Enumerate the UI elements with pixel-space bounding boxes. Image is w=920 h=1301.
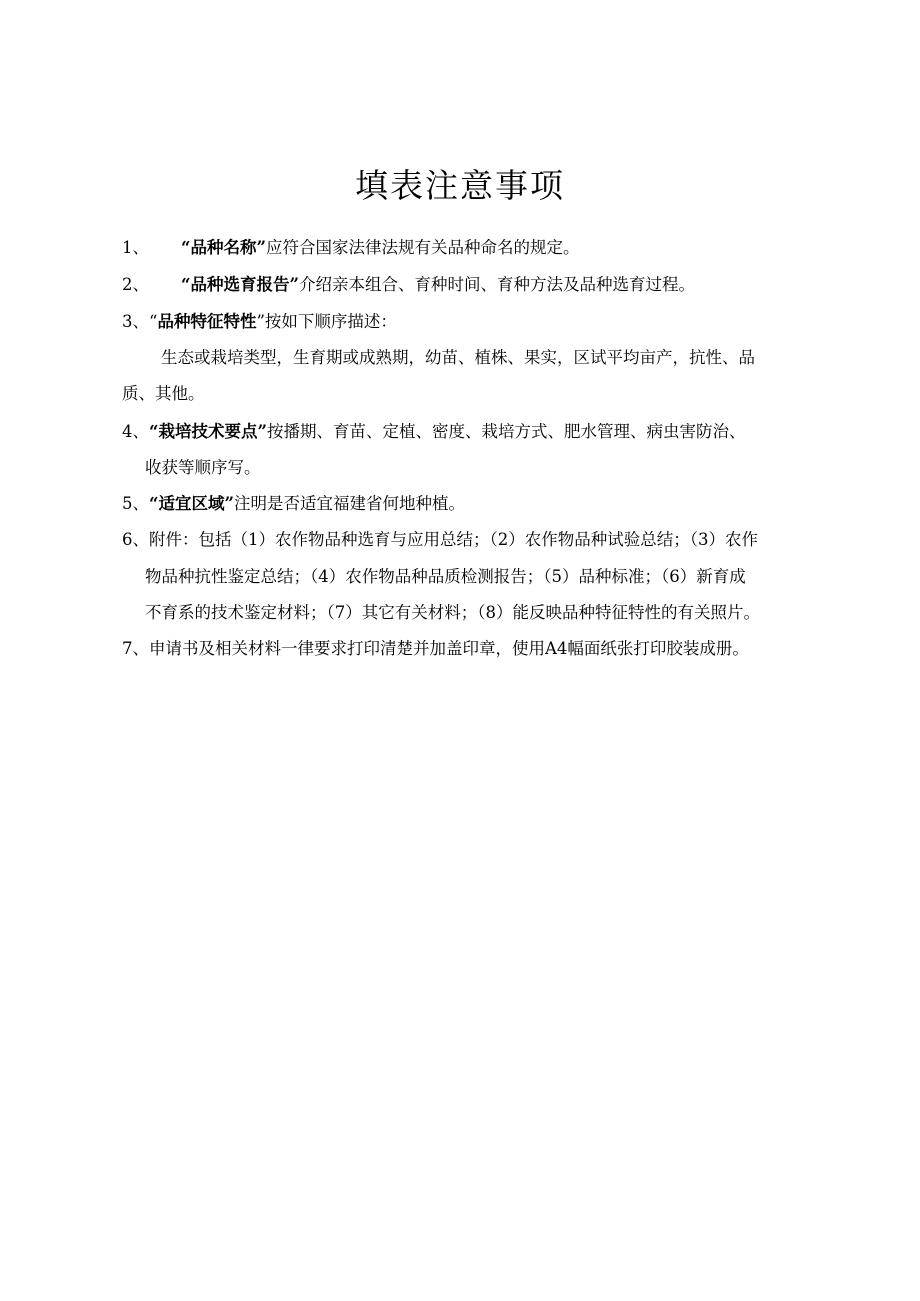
item-quote-open: “ xyxy=(149,312,158,331)
note-item-6-cont-1: 物品种抗性鉴定总结；（4）农作物品种品质检测报告；（5）品种标准；（6）新育成 xyxy=(145,567,746,586)
item-text: 按如下顺序描述： xyxy=(264,312,397,331)
item-number: 6、 xyxy=(122,530,149,549)
item-number: 4、 xyxy=(122,422,149,441)
item-keyword: “品种名称” xyxy=(181,238,266,257)
page-title: 填表注意事项 xyxy=(355,166,565,205)
item-quote-close: ” xyxy=(256,312,265,331)
note-item-7 xyxy=(122,639,749,659)
item-number: 7、 xyxy=(122,639,149,658)
item-text: 应符合国家法律法规有关品种命名的规定。 xyxy=(265,238,580,257)
item-number: 2、 xyxy=(122,275,149,294)
note-item-3-cont-1: 生态或栽培类型，生育期或成熟期，幼苗、植株、果实，区试平均亩产，抗性、品 xyxy=(161,348,755,367)
item-text: 按播期、育苗、定植、密度、栽培方式、肥水管理、病虫害防治、 xyxy=(266,422,746,441)
item-keyword: “栽培技术要点” xyxy=(149,422,267,441)
note-item-3 xyxy=(122,312,397,332)
item-text: 申请书及相关材料一律要求打印清楚并加盖印章，使用A4幅面纸张打印胶装成册。 xyxy=(149,639,749,658)
note-item-6 xyxy=(122,530,758,550)
item-number: 3、 xyxy=(122,312,149,331)
item-text: 注明是否适宜福建省何地种植。 xyxy=(233,494,465,513)
item-number: 1、 xyxy=(122,238,149,257)
item-number: 5、 xyxy=(122,494,149,513)
item-keyword: 品种特征特性 xyxy=(157,312,257,331)
note-item-6-cont-2: 不育系的技术鉴定材料；（7）其它有关材料；（8）能反映品种特征特性的有关照片。 xyxy=(145,603,760,622)
item-text: 附件：包括（1）农作物品种选育与应用总结；（2）农作物品种试验总结；（3）农作 xyxy=(149,530,758,549)
note-item-5 xyxy=(122,494,465,514)
note-item-3-cont-2: 质、其他。 xyxy=(122,384,205,403)
item-keyword: “品种选育报告” xyxy=(181,275,299,294)
note-item-2 xyxy=(122,275,695,295)
note-item-4 xyxy=(122,422,745,442)
item-text: 介绍亲本组合、育种时间、育种方法及品种选育过程。 xyxy=(298,275,695,294)
note-item-1 xyxy=(122,238,579,258)
note-item-4-cont: 收获等顺序写。 xyxy=(145,458,261,477)
item-keyword: “适宜区域” xyxy=(149,494,234,513)
